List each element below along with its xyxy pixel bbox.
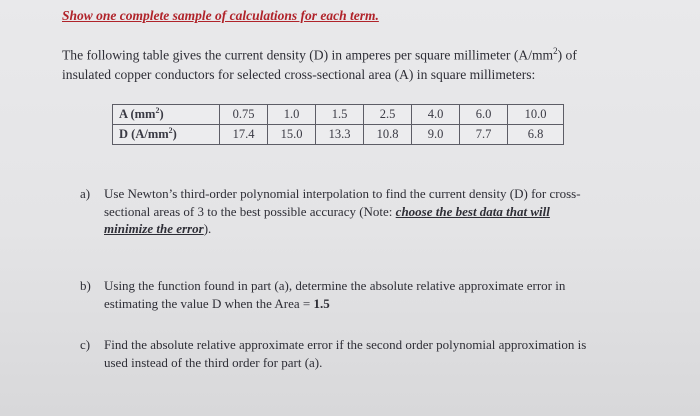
question-c-continuation: used instead of the third order for part (a). xyxy=(104,354,323,370)
table-row-area xyxy=(113,105,564,125)
table-cell: 1.0 xyxy=(268,105,316,125)
emphasis-text: minimize the error xyxy=(104,221,204,236)
question-a xyxy=(80,185,680,238)
table-cell: 6.8 xyxy=(508,125,564,145)
table-cell: 6.0 xyxy=(460,105,508,125)
question-letter: a) xyxy=(80,186,91,201)
intro-line1-superscript: 2 xyxy=(553,46,558,56)
table-row-density xyxy=(113,125,564,145)
table-cell: 10.0 xyxy=(508,105,564,125)
table-cell: 17.4 xyxy=(220,125,268,145)
area-value: 1.5 xyxy=(313,295,330,311)
question-letter: c) xyxy=(80,337,91,352)
table-cell: 15.0 xyxy=(268,125,316,145)
question-letter: b) xyxy=(80,278,91,293)
table-cell: 7.7 xyxy=(460,125,508,145)
question-c xyxy=(80,336,680,371)
question-c-line1: Find the absolute relative approximate error if the second order polynomial approximation is xyxy=(104,337,587,352)
table-cell: 4.0 xyxy=(412,105,460,125)
emphasis-text: choose the best data that will xyxy=(395,203,550,219)
instruction-heading: Show one complete sample of calculations for each term. xyxy=(62,8,379,23)
question-b-continuation: estimating the value D when the Area = 1.5 xyxy=(104,295,330,311)
question-b-line1: Using the function found in part (a), determine the absolute relative approximate error in xyxy=(104,278,566,293)
intro-line1-end: ) of xyxy=(557,47,577,63)
question-b xyxy=(80,277,680,312)
data-table xyxy=(112,104,564,145)
row-header-area: A $(mm^2)$ xyxy=(113,105,220,125)
question-a-line1: Use Newton’s third-order polynomial interpolation to find the current density (D) for cross- xyxy=(104,186,581,201)
intro-paragraph xyxy=(62,42,674,84)
table-cell: 0.75 xyxy=(220,105,268,125)
row-header-density: D $(A/mm^2)$ xyxy=(113,125,220,145)
intro-line2-text: insulated copper conductors for selected cross-sectional area (A) in square millimeters: xyxy=(62,66,536,82)
table-cell: 9.0 xyxy=(412,125,460,145)
table-cell: 10.8 xyxy=(364,125,412,145)
table-cell: 2.5 xyxy=(364,105,412,125)
table-cell: 13.3 xyxy=(316,125,364,145)
intro-line1-text: The following table gives the current density (D) in amperes per square millimeter (A/mm xyxy=(62,47,554,63)
table-cell: 1.5 xyxy=(316,105,364,125)
question-a-continuation: sectional areas of 3 to the best possible accuracy (Note: choose the best data that will minimize the error). xyxy=(104,203,550,236)
